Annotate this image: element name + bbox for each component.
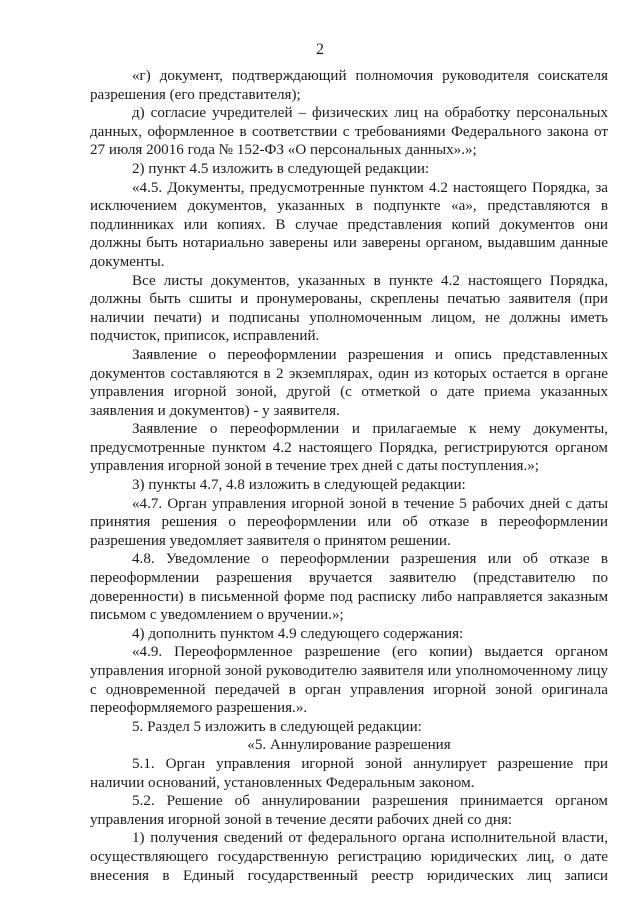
paragraph-clause-5-2: 5.2. Решение об аннулировании разрешения принимается органом управления игорной зоной в течение десяти рабочих дней со дня: xyxy=(90,793,608,828)
paragraph-amendment-2: 2) пункт 4.5 изложить в следующей редакции: xyxy=(132,160,430,177)
paragraph-amendment-4: 4) дополнить пунктом 4.9 следующего содержания: xyxy=(132,625,464,642)
paragraph-amendment-5: 5. Раздел 5 изложить в следующей редакции: xyxy=(132,718,422,735)
page-number: 2 xyxy=(316,41,324,58)
paragraph-clause-5-1: 5.1. Орган управления игорной зоной аннулирует разрешение при наличии оснований, установленных Федеральным законом. xyxy=(90,755,608,791)
paragraph-clause-4-8: 4.8. Уведомление о переоформлении разрешения или об отказе в переоформлении разрешения вручается заявителю (представителю по доверенности) в письменной форме под расписку либо направляется заказным письмом с уведомлением о вручении.»; xyxy=(90,551,608,624)
paragraph-item-1: 1) получения сведений от федерального органа исполнительной власти, осуществляющего государственную регистрацию юридических лиц, о дате внесения в Единый государственный реестр юридических лиц записи xyxy=(90,830,608,884)
paragraph-sheets: Все листы документов, указанных в пункте 4.2 настоящего Порядка, должны быть сшиты и пронумерованы, скреплены печатью заявителя (при наличии печати) и подписаны уполномоченным лицом, не должны иметь подчисток, приписок, исправлений. xyxy=(90,272,608,345)
document-body xyxy=(90,67,608,885)
paragraph-subitem-g: «г) документ, подтверждающий полномочия руководителя соискателя разрешения (его представителя); xyxy=(90,68,608,103)
paragraph-clause-4-9: «4.9. Переоформленное разрешение (его копии) выдается органом управления игорной зоной руководителю заявителя или уполномоченному лицу с одновременной передачей в орган управления игорной зоной оригинала переоформляемого разрешения.». xyxy=(90,644,608,717)
paragraph-registration: Заявление о переоформлении и прилагаемые к нему документы, предусмотренные пунктом 4.2 настоящего Порядка, регистрируются органом управления игорной зоной в течение трех дней с даты поступления.»; xyxy=(90,421,608,475)
paragraph-subitem-d: д) согласие учредителей – физических лиц на обработку персональных данных, оформленное в соответствии с требованиями Федерального закона от 27 июля 20016 года № 152-ФЗ «О персональных данных».»; xyxy=(90,105,608,159)
paragraph-clause-4-7: «4.7. Орган управления игорной зоной в течение 5 рабочих дней с даты принятия решения о переоформлении или об отказе в переоформлении разрешения уведомляет заявителя о принятом решении. xyxy=(90,495,608,549)
paragraph-clause-4-5: «4.5. Документы, предусмотренные пунктом 4.2 настоящего Порядка, за исключением документов, указанных в подпункте «а», представляются в подлинниках или копиях. В случае представления копий документов они должны быть нотариально заверены или заверены органом, выдавшим данные документы. xyxy=(90,179,608,270)
paragraph-amendment-3: 3) пункты 4.7, 4.8 изложить в следующей редакции: xyxy=(132,477,466,494)
paragraph-application-copies: Заявление о переоформлении разрешения и опись представленных документов составляются в 2 экземплярах, один из которых остается в органе управления игорной зоной, другой (с отметкой о дате приема указанных заявления и документов) - у заявителя. xyxy=(90,346,608,419)
section-heading: «5. Аннулирование разрешения xyxy=(247,737,451,754)
